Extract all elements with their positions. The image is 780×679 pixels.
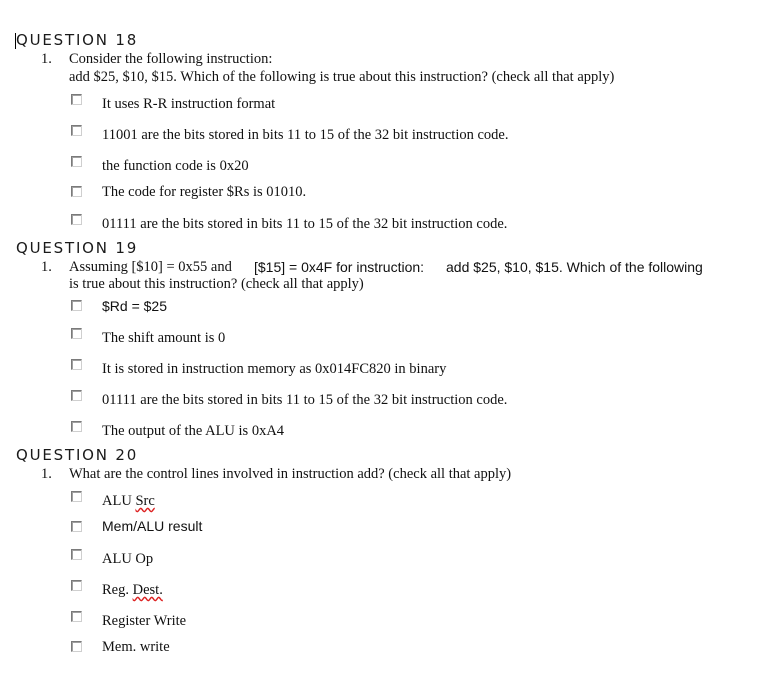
question-20-stem: What are the control lines involved in instruction add? (check all that apply) — [69, 466, 512, 482]
q20-option-mem-alu-result-label: Mem/ALU result — [102, 518, 203, 534]
question-20-title: QUESTION 20 — [16, 446, 139, 464]
q18-option-1-checkbox[interactable] — [71, 94, 82, 105]
q19-option-4-checkbox[interactable] — [71, 390, 82, 401]
q20-option-mem-write-label: Mem. write — [102, 639, 170, 655]
q18-option-5-checkbox[interactable] — [71, 214, 82, 225]
q19-option-3-label: It is stored in instruction memory as 0x014FC820 in binary — [102, 361, 447, 377]
reg-dest-text-b: Dest. — [132, 582, 163, 598]
q20-option-register-write-checkbox[interactable] — [71, 611, 82, 622]
q18-option-3-checkbox[interactable] — [71, 156, 82, 167]
q20-option-alu-op-label: ALU Op — [102, 551, 154, 567]
question-19-number: 1. — [41, 259, 52, 275]
alu-src-text-a: ALU — [102, 493, 136, 509]
q20-option-mem-write-checkbox[interactable] — [71, 641, 82, 652]
alu-src-text-b: Src — [135, 493, 155, 509]
q20-option-register-write-label: Register Write — [102, 613, 187, 629]
question-19-stem-part-b: [$15] = 0x4F for instruction: — [254, 259, 425, 275]
q18-option-2-checkbox[interactable] — [71, 125, 82, 136]
reg-dest-text-a: Reg. — [102, 582, 133, 598]
question-18-number: 1. — [41, 51, 52, 67]
question-19-stem-line2: is true about this instruction? (check all that apply) — [69, 276, 364, 292]
q18-option-5-label: 01111 are the bits stored in bits 11 to 15 of the 32 bit instruction code. — [102, 216, 508, 232]
q19-option-1-checkbox[interactable] — [71, 300, 82, 311]
q19-option-4-label: 01111 are the bits stored in bits 11 to 15 of the 32 bit instruction code. — [102, 392, 508, 408]
q19-option-3-checkbox[interactable] — [71, 359, 82, 370]
question-20-number: 1. — [41, 466, 52, 482]
question-19-stem-part-c: add $25, $10, $15. Which of the following — [446, 259, 703, 275]
question-19-title: QUESTION 19 — [16, 239, 139, 257]
q19-option-5-label: The output of the ALU is 0xA4 — [102, 423, 285, 439]
q18-option-4-label: The code for register $Rs is 01010. — [102, 184, 307, 200]
question-18-stem-line1: Consider the following instruction: — [69, 51, 273, 67]
q20-option-alu-src-checkbox[interactable] — [71, 491, 82, 502]
q20-option-alu-src-label — [102, 493, 155, 510]
question-18-title: QUESTION 18 — [16, 31, 139, 49]
q18-option-4-checkbox[interactable] — [71, 186, 82, 197]
question-19-stem-part-a: Assuming [$10] = 0x55 and — [69, 259, 232, 275]
q19-option-1-label: $Rd = $25 — [102, 298, 167, 314]
q20-option-alu-op-checkbox[interactable] — [71, 549, 82, 560]
question-18-stem-line2: add $25, $10, $15. Which of the following is true about this instruction? (check all that apply) — [69, 69, 615, 85]
q18-option-3-label: the function code is 0x20 — [102, 158, 249, 174]
q20-option-reg-dest-label — [102, 582, 163, 599]
q19-option-5-checkbox[interactable] — [71, 421, 82, 432]
q20-option-mem-alu-result-checkbox[interactable] — [71, 521, 82, 532]
q19-option-2-checkbox[interactable] — [71, 328, 82, 339]
q18-option-2-label: 11001 are the bits stored in bits 11 to 15 of the 32 bit instruction code. — [102, 127, 509, 143]
q19-option-2-label: The shift amount is 0 — [102, 330, 226, 346]
q18-option-1-label: It uses R-R instruction format — [102, 96, 276, 112]
q20-option-reg-dest-checkbox[interactable] — [71, 580, 82, 591]
